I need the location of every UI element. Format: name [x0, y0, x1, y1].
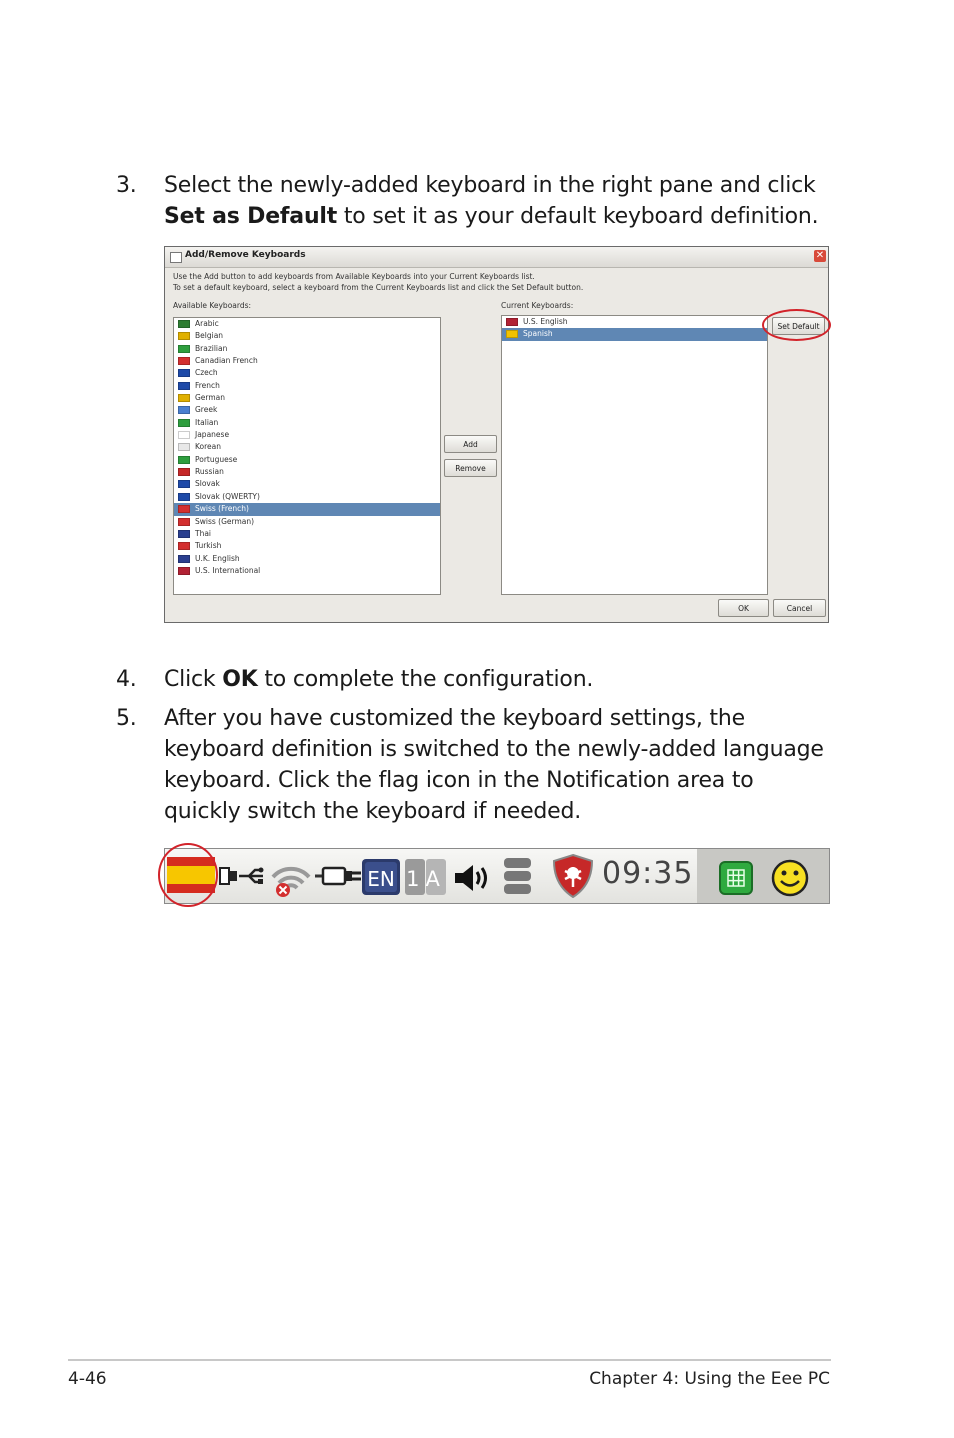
add-remove-keyboards-dialog — [164, 246, 829, 623]
flag-icon — [178, 394, 190, 402]
keyboard-name: Turkish — [195, 541, 222, 551]
flag-icon — [178, 320, 190, 328]
current-keyboard-item[interactable] — [502, 328, 767, 340]
keyboard-name: Slovak (QWERTY) — [195, 491, 260, 501]
step-number: 5. — [116, 706, 137, 731]
keyboard-name: Greek — [195, 405, 218, 415]
available-keyboard-item[interactable] — [174, 478, 440, 490]
keyboard-name: Canadian French — [195, 356, 258, 366]
volume-icon[interactable] — [453, 863, 493, 897]
available-keyboard-item[interactable] — [174, 355, 440, 367]
step-text: Click — [164, 667, 223, 692]
page-number: 4-46 — [68, 1369, 107, 1389]
keyboard-name: Swiss (German) — [195, 516, 255, 526]
step-4 — [116, 664, 844, 695]
dialog-title: Add/Remove Keyboards — [185, 250, 306, 260]
current-keyboard-item[interactable] — [502, 316, 767, 328]
highlight-circle — [762, 309, 831, 341]
keyboard-name: Korean — [195, 442, 222, 452]
close-icon[interactable]: ✕ — [815, 250, 825, 261]
security-shield-icon[interactable] — [550, 853, 596, 903]
available-keyboard-item[interactable] — [174, 392, 440, 404]
step-text-end: to complete the configuration. — [257, 667, 594, 692]
available-keyboard-item[interactable] — [174, 417, 440, 429]
step-number: 3. — [116, 173, 137, 198]
keyboard-name: Arabic — [195, 319, 219, 328]
flag-icon — [178, 555, 190, 563]
notification-tray — [164, 848, 830, 904]
flag-icon — [178, 345, 190, 353]
flag-icon — [178, 419, 190, 427]
keyboard-name: Italian — [195, 417, 219, 427]
flag-icon — [178, 468, 190, 476]
keyboard-name: Portuguese — [195, 454, 238, 464]
available-keyboard-item[interactable] — [174, 343, 440, 355]
keyboard-name: French — [195, 380, 220, 390]
keyboard-name: U.K. English — [195, 553, 240, 563]
chapter-title: Chapter 4: Using the Eee PC — [589, 1369, 830, 1389]
add-button[interactable]: Add — [444, 435, 497, 453]
keyboard-name: Czech — [195, 368, 218, 378]
keyboard-name: Belgian — [195, 331, 224, 341]
power-plug-icon[interactable] — [315, 864, 363, 892]
current-keyboards-list[interactable] — [501, 315, 768, 595]
current-keyboards-label: Current Keyboards: — [501, 301, 574, 310]
smiley-icon[interactable] — [771, 859, 809, 901]
flag-icon — [178, 505, 190, 513]
dialog-titlebar — [165, 247, 828, 268]
window-icon — [170, 252, 182, 263]
flag-icon — [506, 318, 518, 326]
input-mode-icon[interactable] — [405, 859, 447, 899]
keyboard-name: Slovak — [195, 479, 220, 489]
footer-divider — [68, 1359, 831, 1361]
available-keyboards-list[interactable] — [173, 317, 441, 595]
flag-icon — [506, 330, 518, 338]
flag-icon — [178, 431, 190, 439]
storage-icon[interactable] — [503, 857, 533, 899]
available-keyboard-item[interactable] — [174, 429, 440, 441]
flag-icon — [178, 332, 190, 340]
available-keyboard-item[interactable] — [174, 380, 440, 392]
language-indicator-icon[interactable] — [362, 859, 400, 899]
tray-right-pane — [697, 849, 829, 903]
flag-icon — [178, 382, 190, 390]
flag-icon — [178, 518, 190, 526]
step-3 — [116, 170, 844, 232]
keyboard-name: Spanish — [523, 329, 553, 339]
wifi-icon[interactable] — [269, 857, 313, 901]
keyboard-name: Swiss (French) — [195, 504, 249, 514]
keyboard-name: U.S. International — [195, 565, 261, 575]
flag-icon — [178, 493, 190, 501]
flag-icon — [178, 480, 190, 488]
ok-button[interactable]: OK — [718, 599, 769, 617]
available-keyboard-item[interactable] — [174, 404, 440, 416]
dialog-instruction-2: To set a default keyboard, select a keyboard from the Current Keyboards list and click the Set Default button. — [173, 283, 584, 292]
keyboard-name: U.S. English — [523, 317, 568, 326]
available-keyboard-item[interactable] — [174, 516, 440, 528]
keyboard-name: Brazilian — [195, 343, 228, 353]
flag-icon — [178, 567, 190, 575]
available-keyboard-item[interactable] — [174, 454, 440, 466]
usb-icon[interactable] — [219, 865, 265, 891]
keyboard-name: Thai — [195, 528, 212, 538]
available-keyboard-item[interactable] — [174, 466, 440, 478]
remove-button[interactable]: Remove — [444, 459, 497, 477]
available-keyboard-item[interactable] — [174, 318, 440, 330]
dialog-instruction-1: Use the Add button to add keyboards from Available Keyboards into your Current Keyboards list. — [173, 272, 535, 281]
clock[interactable]: 09:35 — [602, 856, 694, 891]
available-keyboard-item[interactable] — [174, 565, 440, 577]
available-keyboard-item[interactable] — [174, 553, 440, 565]
language-label: EN — [367, 867, 395, 891]
flag-icon — [178, 530, 190, 538]
cancel-button[interactable]: Cancel — [773, 599, 826, 617]
flag-icon — [178, 456, 190, 464]
keypad-icon[interactable] — [719, 861, 753, 899]
flag-icon — [178, 443, 190, 451]
flag-icon — [178, 369, 190, 377]
available-keyboard-item[interactable] — [174, 367, 440, 379]
set-default-button[interactable]: Set Default — [772, 317, 825, 335]
keyboard-name: German — [195, 393, 226, 403]
input-mode-label: 1A — [406, 867, 446, 891]
step-text: After you have customized the keyboard settings, the keyboard definition is switched to the newly-added language keyboard. Click the flag icon in the Notification area to quickly switch the keyboard if needed. — [164, 706, 824, 824]
step-bold: OK — [222, 667, 258, 692]
step-bold: Set as Default — [164, 204, 338, 229]
available-keyboards-label: Available Keyboards: — [173, 301, 252, 310]
step-5 — [116, 703, 834, 827]
flag-icon — [178, 542, 190, 550]
keyboard-name: Russian — [195, 467, 224, 477]
available-keyboard-item[interactable] — [174, 441, 440, 453]
flag-icon — [178, 357, 190, 365]
available-keyboard-item[interactable] — [174, 540, 440, 552]
available-keyboard-item[interactable] — [174, 491, 440, 503]
step-text: Select the newly-added keyboard in the right pane and click — [164, 173, 816, 198]
available-keyboard-item[interactable] — [174, 528, 440, 540]
highlight-circle — [158, 843, 218, 907]
step-text-end: to set it as your default keyboard definition. — [337, 204, 819, 229]
keyboard-name: Japanese — [195, 430, 230, 440]
available-keyboard-item[interactable] — [174, 330, 440, 342]
available-keyboard-item[interactable] — [174, 503, 440, 515]
flag-icon — [178, 406, 190, 414]
step-number: 4. — [116, 667, 137, 692]
